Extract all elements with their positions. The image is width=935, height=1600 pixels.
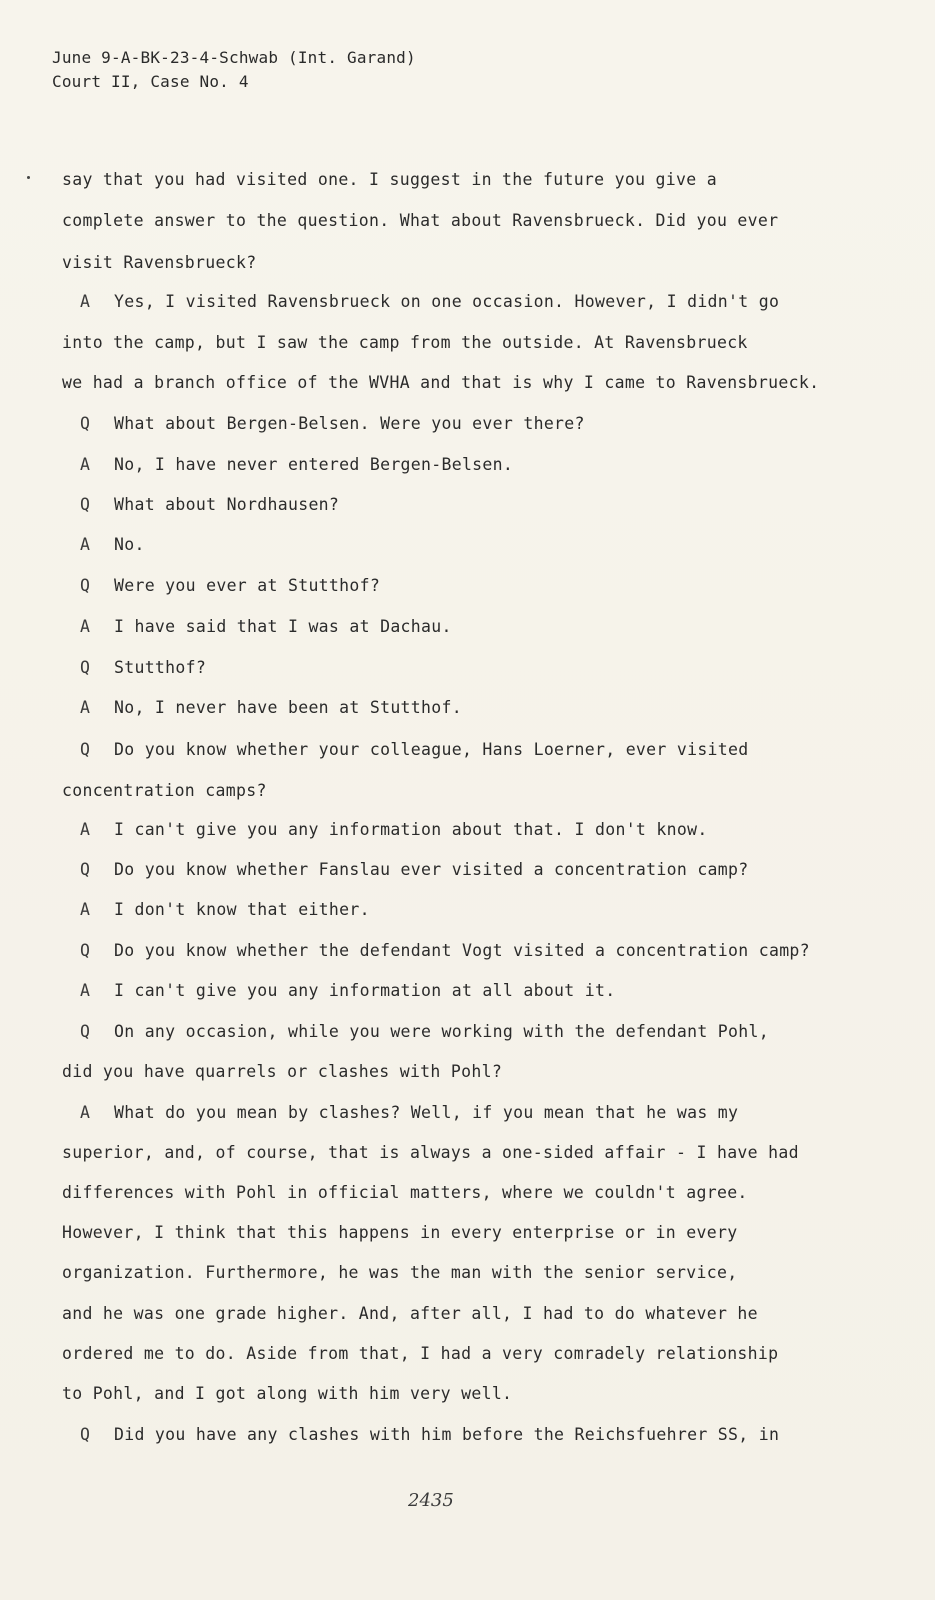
line-text: differences with Pohl in official matters, where we couldn't agree. (62, 1183, 748, 1202)
transcript-line (62, 333, 748, 352)
transcript-line (80, 1425, 779, 1444)
document-header (52, 46, 416, 94)
speaker-label: A (80, 535, 91, 554)
line-text: complete answer to the question. What about Ravensbrueck. Did you ever (62, 211, 779, 230)
transcript-line (62, 1304, 758, 1323)
speaker-label: A (80, 292, 91, 311)
line-text: concentration camps? (62, 781, 267, 800)
line-text: and he was one grade higher. And, after all, I had to do whatever he (62, 1304, 758, 1323)
transcript-line (80, 698, 462, 717)
line-text: What about Nordhausen? (114, 495, 340, 514)
line-text: Yes, I visited Ravensbrueck on one occasion. However, I didn't go (114, 292, 780, 311)
line-text: What do you mean by clashes? Well, if you mean that he was my (114, 1103, 739, 1122)
speaker-label: Q (80, 740, 91, 759)
speaker-label: Q (80, 495, 91, 514)
line-text: visit Ravensbrueck? (62, 253, 257, 272)
line-text: On any occasion, while you were working with the defendant Pohl, (114, 1022, 769, 1041)
transcript-line (80, 1022, 769, 1041)
transcript-line (80, 617, 452, 636)
transcript-line (62, 781, 267, 800)
transcript-line (62, 1062, 502, 1081)
line-text: Do you know whether Fanslau ever visited a concentration camp? (114, 860, 749, 879)
speaker-label: A (80, 617, 91, 636)
line-text: What about Bergen-Belsen. Were you ever there? (114, 414, 585, 433)
transcript-line (80, 455, 513, 474)
line-text: Did you have any clashes with him before the Reichsfuehrer SS, in (114, 1425, 780, 1444)
margin-mark (27, 176, 30, 179)
transcript-line (80, 292, 779, 311)
transcript-line (80, 941, 810, 960)
transcript-line (80, 981, 615, 1000)
speaker-label: Q (80, 860, 91, 879)
line-text: ordered me to do. Aside from that, I had a very comradely relationship (62, 1344, 779, 1363)
speaker-label: Q (80, 576, 91, 595)
speaker-label: A (80, 900, 91, 919)
transcript-line (80, 414, 585, 433)
transcript-line (80, 740, 749, 759)
transcript-line (80, 860, 749, 879)
transcript-line (80, 495, 339, 514)
speaker-label: A (80, 1103, 91, 1122)
speaker-label: A (80, 820, 91, 839)
transcript-line (80, 820, 708, 839)
speaker-label: A (80, 698, 91, 717)
line-text: I can't give you any information at all about it. (114, 981, 616, 1000)
speaker-label: Q (80, 1425, 91, 1444)
header-line-2: Court II, Case No. 4 (52, 72, 249, 91)
transcript-line (62, 1223, 737, 1242)
transcript-line (80, 576, 380, 595)
line-text: No. (114, 535, 145, 554)
transcript-line (62, 1263, 737, 1282)
transcript-line (62, 1384, 512, 1403)
transcript-line (80, 1103, 738, 1122)
page-number: 2435 (408, 1490, 454, 1511)
header-line-1: June 9-A-BK-23-4-Schwab (Int. Garand) (52, 48, 416, 67)
speaker-label: Q (80, 1022, 91, 1041)
transcript-line (62, 1143, 799, 1162)
line-text: No, I have never entered Bergen-Belsen. (114, 455, 514, 474)
speaker-label: Q (80, 941, 91, 960)
line-text: I can't give you any information about that. I don't know. (114, 820, 708, 839)
line-text: to Pohl, and I got along with him very well. (62, 1384, 513, 1403)
line-text: Do you know whether your colleague, Hans Loerner, ever visited (114, 740, 749, 759)
line-text: I have said that I was at Dachau. (114, 617, 452, 636)
line-text: did you have quarrels or clashes with Pohl? (62, 1062, 503, 1081)
line-text: superior, and, of course, that is always a one-sided affair - I have had (62, 1143, 799, 1162)
transcript-line (62, 211, 778, 230)
line-text: organization. Furthermore, he was the man with the senior service, (62, 1263, 738, 1282)
transcript-line (62, 1183, 748, 1202)
transcript-line (62, 1344, 778, 1363)
line-text: I don't know that either. (114, 900, 370, 919)
transcript-line (80, 900, 370, 919)
speaker-label: Q (80, 414, 91, 433)
transcript-line (62, 373, 819, 392)
line-text: However, I think that this happens in every enterprise or in every (62, 1223, 738, 1242)
transcript-line (80, 658, 206, 677)
line-text: into the camp, but I saw the camp from the outside. At Ravensbrueck (62, 333, 748, 352)
line-text: Stutthof? (114, 658, 207, 677)
line-text: Do you know whether the defendant Vogt visited a concentration camp? (114, 941, 810, 960)
line-text: say that you had visited one. I suggest in the future you give a (62, 170, 717, 189)
line-text: Were you ever at Stutthof? (114, 576, 381, 595)
line-text: we had a branch office of the WVHA and that is why I came to Ravensbrueck. (62, 373, 820, 392)
transcript-line (80, 535, 145, 554)
line-text: No, I never have been at Stutthof. (114, 698, 462, 717)
speaker-label: A (80, 981, 91, 1000)
transcript-line (62, 253, 256, 272)
speaker-label: Q (80, 658, 91, 677)
transcript-line (62, 170, 717, 189)
speaker-label: A (80, 455, 91, 474)
